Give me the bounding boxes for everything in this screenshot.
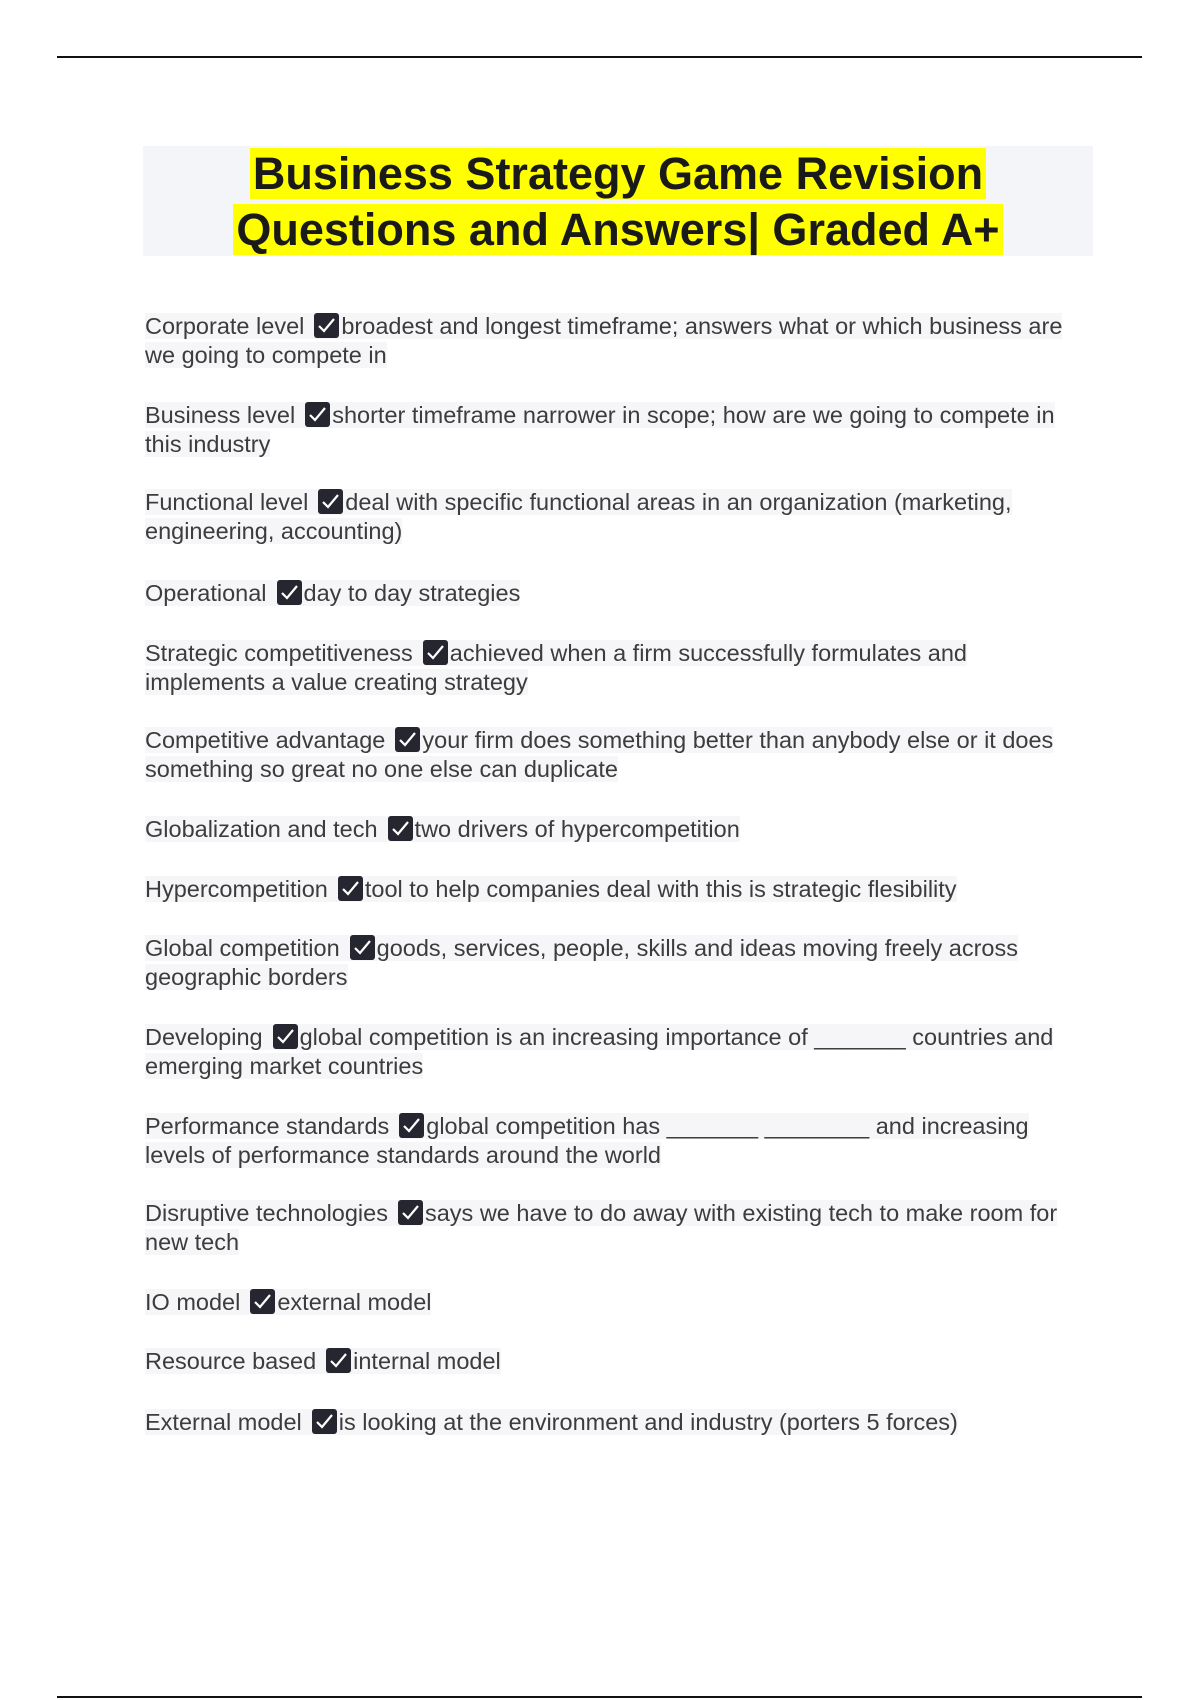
top-rule (57, 56, 1142, 58)
qa-answer: is looking at the environment and industry (porters 5 forces) (338, 1409, 958, 1435)
qa-item (145, 401, 1090, 459)
check-box-icon (273, 1024, 298, 1049)
qa-term: Developing (145, 1024, 263, 1050)
qa-answer: says we have to do away with existing tech to make room for new tech (145, 1200, 1058, 1255)
check-box-icon (250, 1289, 275, 1314)
qa-term: IO model (145, 1289, 241, 1315)
check-box-icon (388, 816, 413, 841)
check-box-icon (399, 1113, 424, 1138)
qa-term: Global competition (145, 935, 340, 961)
check-box-icon (326, 1348, 351, 1373)
qa-answer: external model (277, 1289, 432, 1315)
qa-answer: two drivers of hypercompetition (414, 816, 740, 842)
qa-answer: your firm does something better than anybody else or it does something so great no one else can duplicate (145, 727, 1054, 782)
qa-item (145, 726, 1090, 784)
qa-answer: tool to help companies deal with this is strategic flesibility (364, 876, 957, 902)
check-box-icon (423, 640, 448, 665)
bottom-rule (57, 1696, 1142, 1698)
qa-item (145, 312, 1090, 370)
qa-term: Disruptive technologies (145, 1200, 388, 1226)
qa-item (145, 1347, 1090, 1376)
qa-term: Business level (145, 402, 296, 428)
qa-term: Functional level (145, 489, 309, 515)
qa-item (145, 815, 1090, 844)
qa-item (145, 1288, 1090, 1317)
qa-answer: internal model (353, 1348, 501, 1374)
qa-term: Corporate level (145, 313, 305, 339)
qa-item (145, 875, 1090, 904)
qa-item (145, 1199, 1090, 1257)
qa-answer: goods, services, people, skills and ideas moving freely across geographic borders (145, 935, 1018, 990)
page-title (143, 146, 1093, 258)
qa-answer: achieved when a firm successfully formulates and implements a value creating strategy (145, 640, 968, 695)
qa-term: Strategic competitiveness (145, 640, 413, 666)
qa-term: Performance standards (145, 1113, 390, 1139)
check-box-icon (338, 876, 363, 901)
qa-item (145, 639, 1090, 697)
qa-answer: broadest and longest timeframe; answers what or which business are we going to compete in (145, 313, 1063, 368)
qa-answer: shorter timeframe narrower in scope; how are we going to compete in this industry (145, 402, 1055, 457)
qa-answer: global competition has _______ ________ and increasing levels of performance standards around the world (145, 1113, 1029, 1168)
qa-item (145, 934, 1090, 992)
qa-term: External model (145, 1409, 302, 1435)
qa-item (145, 1023, 1090, 1081)
check-box-icon (395, 727, 420, 752)
qa-term: Hypercompetition (145, 876, 328, 902)
qa-term: Globalization and tech (145, 816, 378, 842)
qa-term: Resource based (145, 1348, 317, 1374)
qa-item (145, 1112, 1090, 1170)
qa-item (145, 579, 1090, 608)
check-box-icon (305, 402, 330, 427)
qa-answer: deal with specific functional areas in an organization (marketing, engineering, accounting) (145, 489, 1012, 544)
qa-term: Operational (145, 580, 267, 606)
qa-term: Competitive advantage (145, 727, 386, 753)
check-box-icon (318, 489, 343, 514)
check-box-icon (277, 580, 302, 605)
qa-item (145, 488, 1090, 546)
title-line-1: Business Strategy Game Revision (250, 148, 986, 199)
qa-answer: global competition is an increasing importance of _______ countries and emerging market countries (145, 1024, 1054, 1079)
title-line-2: Questions and Answers| Graded A+ (233, 204, 1002, 255)
qa-answer: day to day strategies (303, 580, 521, 606)
check-box-icon (312, 1409, 337, 1434)
qa-item (145, 1408, 1090, 1437)
check-box-icon (398, 1200, 423, 1225)
check-box-icon (314, 313, 339, 338)
check-box-icon (350, 935, 375, 960)
